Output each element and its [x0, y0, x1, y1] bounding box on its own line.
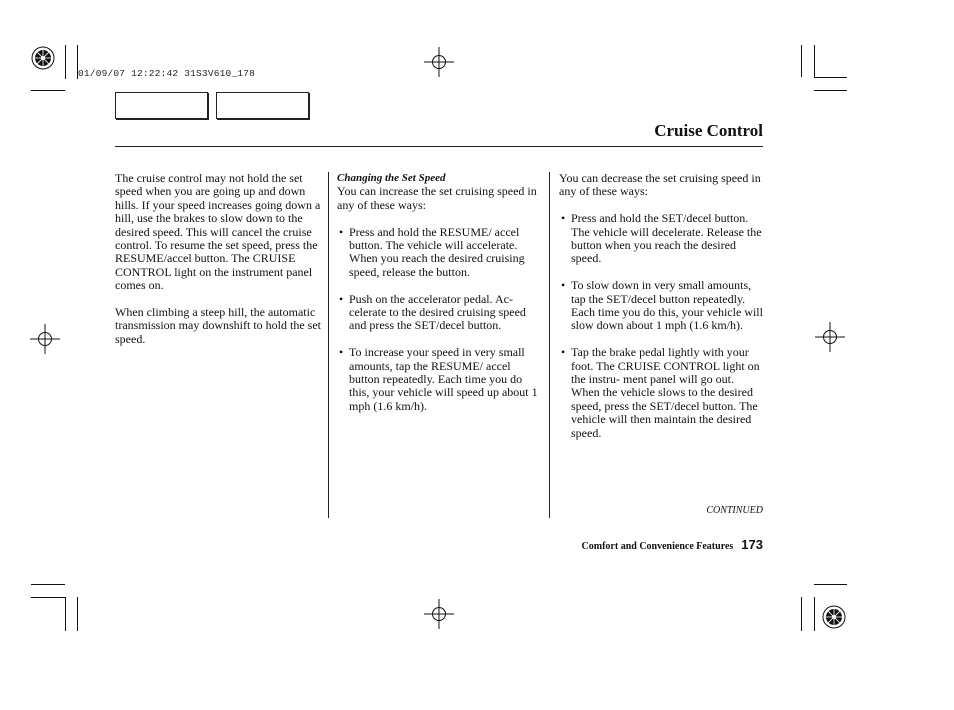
- page-number: 173: [741, 537, 763, 552]
- title-rule: [115, 146, 763, 147]
- registration-crosshair-icon: [30, 324, 60, 354]
- column-1: [115, 172, 321, 360]
- list-item: • Tap the brake pedal lightly with your foot. The CRUISE CONTROL light on the instru- ment panel will go out. When the vehicle slows to the desired speed, press the SET/decel button. The vehicle will then maintain the desired speed.: [559, 346, 765, 440]
- column-3: [559, 172, 765, 453]
- registration-crosshair-icon: [424, 47, 454, 77]
- bullet-list: [337, 226, 543, 414]
- list-item: • Press and hold the SET/decel button. The vehicle will decelerate. Release the button when you reach the desired speed.: [559, 212, 765, 266]
- list-item: • To increase your speed in very small amounts, tap the RESUME/ accel button repeatedly. Each time you do this, your vehicle will speed up about 1 mph (1.6 km/h).: [337, 346, 543, 413]
- column-2: [337, 172, 543, 427]
- paragraph: When climbing a steep hill, the automatic transmission may downshift to hold the set speed.: [115, 305, 321, 346]
- column-divider: [328, 172, 329, 518]
- list-item: • To slow down in very small amounts, tap the SET/decel button repeatedly. Each time you do this, your vehicle will slow down about 1 mph (1.6 km/h).: [559, 279, 765, 333]
- registration-crosshair-icon: [424, 599, 454, 629]
- header-tab-box-left: [115, 92, 208, 119]
- section-title: Cruise Control: [654, 121, 763, 140]
- continued-label: CONTINUED: [706, 505, 763, 516]
- print-stamp: 01/09/07 12:22:42 31S3V610_178: [78, 68, 256, 79]
- page-footer: [582, 537, 763, 552]
- header-tab-box-right: [216, 92, 309, 119]
- bullet-list: [559, 212, 765, 440]
- starburst-target-icon: [822, 605, 846, 629]
- list-item: • Press and hold the RESUME/ accel button. The vehicle will accelerate. When you reach the desired cruising speed, release the button.: [337, 226, 543, 280]
- paragraph: The cruise control may not hold the set speed when you are going up and down hills. If your speed increases going down a hill, use the brakes to slow down to the desired speed. This will cancel the cruise control. To resume the set speed, press the RESUME/accel button. The CRUISE CONTROL light on the instrument panel comes on.: [115, 171, 321, 293]
- intro-paragraph: You can decrease the set cruising speed in any of these ways:: [559, 171, 761, 199]
- subheading: Changing the Set Speed: [337, 172, 446, 184]
- intro-paragraph: You can increase the set cruising speed in any of these ways:: [337, 184, 537, 212]
- column-divider: [549, 172, 550, 518]
- starburst-target-icon: [31, 46, 55, 70]
- registration-crosshair-icon: [815, 322, 845, 352]
- footer-section-name: Comfort and Convenience Features: [581, 541, 734, 552]
- list-item: • Push on the accelerator pedal. Ac- celerate to the desired cruising speed and press the SET/decel button.: [337, 293, 543, 333]
